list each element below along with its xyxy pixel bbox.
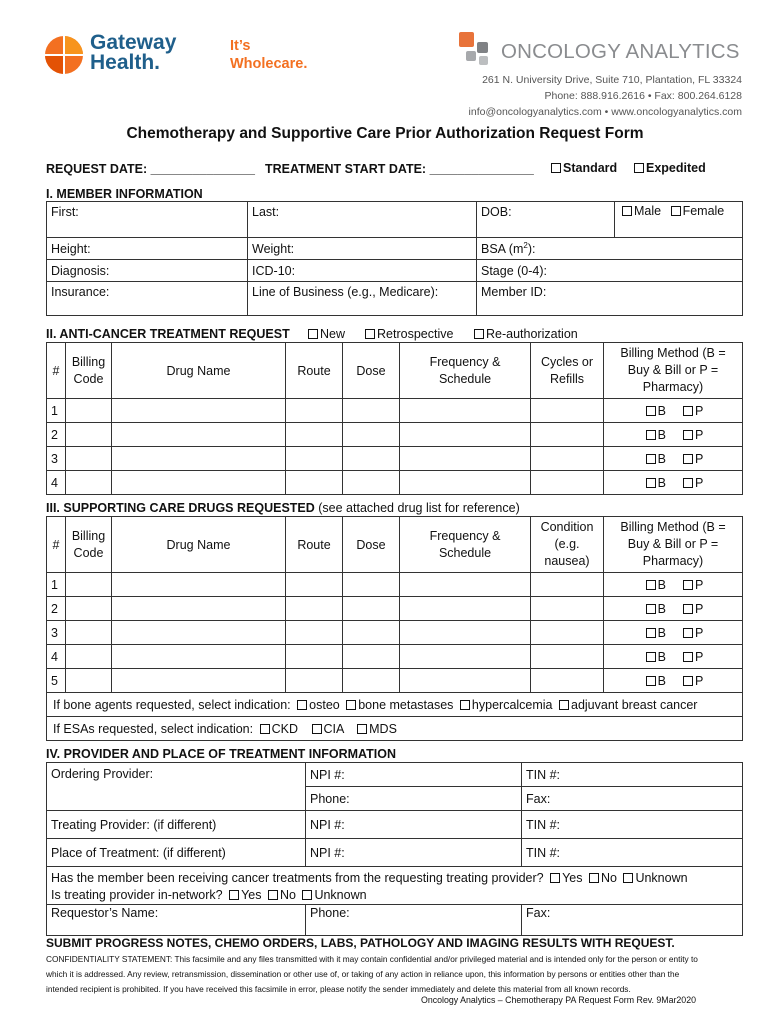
expedited-option[interactable]: Expedited: [631, 161, 706, 175]
anticancer-reauth-option[interactable]: Re-authorization: [471, 327, 578, 341]
gender-field: Male Female: [615, 202, 743, 238]
place-of-treatment-field[interactable]: Place of Treatment: (if different): [47, 839, 306, 867]
pharmacy-checkbox[interactable]: [683, 676, 693, 686]
standard-checkbox[interactable]: [551, 163, 561, 173]
row-number: 2: [47, 423, 66, 447]
height-field[interactable]: Height:: [47, 238, 248, 260]
col-dose: Dose: [343, 343, 400, 399]
billing-method-cell: B P: [604, 423, 743, 447]
billing-method-cell: B P: [604, 669, 743, 693]
billing-method-cell: B P: [604, 447, 743, 471]
col-number: #: [47, 517, 66, 573]
place-npi-field[interactable]: NPI #:: [306, 839, 522, 867]
adjuvant-breast-cancer-checkbox[interactable]: [559, 700, 569, 710]
billing-code-cell[interactable]: [66, 645, 112, 669]
male-checkbox[interactable]: [622, 206, 632, 216]
col-billing-method: Billing Method (B = Buy & Bill or P = Pharmacy): [604, 343, 743, 399]
bsa-field[interactable]: BSA $(m^2)$:: [477, 238, 743, 260]
col-billing-code: Billing Code: [66, 517, 112, 573]
q2-unknown-checkbox[interactable]: [302, 890, 312, 900]
diagnosis-field[interactable]: Diagnosis:: [47, 260, 248, 282]
requestor-fax-field[interactable]: Fax:: [522, 905, 743, 936]
in-network-question: Is treating provider in-network? Yes No Unknown: [51, 888, 367, 902]
supporting-header-row: [47, 517, 743, 573]
cycles-cell[interactable]: [531, 447, 604, 471]
frequency-cell[interactable]: [400, 645, 531, 669]
dose-cell[interactable]: [343, 669, 400, 693]
oa-phone-fax: Phone: 888.916.2616 • Fax: 800.264.6128: [544, 90, 742, 102]
buy-bill-checkbox[interactable]: [646, 652, 656, 662]
row-number: 1: [47, 399, 66, 423]
condition-cell[interactable]: [531, 645, 604, 669]
table-row: [47, 423, 743, 447]
col-billing-method: Billing Method (B = Buy & Bill or P = Pharmacy): [604, 517, 743, 573]
esa-indication-row: If ESAs requested, select indication: CKD CIA MDS: [47, 717, 743, 741]
treating-tin-field[interactable]: TIN #:: [522, 811, 743, 839]
route-cell[interactable]: [286, 621, 343, 645]
dose-cell[interactable]: [343, 597, 400, 621]
dose-cell[interactable]: [343, 447, 400, 471]
route-cell[interactable]: [286, 597, 343, 621]
request-date-field[interactable]: REQUEST DATE: _______________: [46, 162, 255, 176]
last-name-field[interactable]: Last:: [248, 202, 477, 238]
route-cell[interactable]: [286, 669, 343, 693]
bone-indication-label: If bone agents requested, select indication:: [53, 697, 291, 712]
dose-cell[interactable]: [343, 399, 400, 423]
table-row: [47, 669, 743, 693]
receiving-treatment-question: Has the member been receiving cancer treatments from the requesting treating provider? Yes No Unknown: [51, 871, 688, 885]
ordering-fax-field[interactable]: Fax:: [522, 787, 743, 811]
route-cell[interactable]: [286, 447, 343, 471]
pharmacy-checkbox[interactable]: [683, 430, 693, 440]
buy-bill-checkbox[interactable]: [646, 454, 656, 464]
oncology-squares-icon: [459, 32, 495, 68]
mds-checkbox[interactable]: [357, 724, 367, 734]
drug-name-cell[interactable]: [112, 669, 286, 693]
billing-code-cell[interactable]: [66, 471, 112, 495]
dose-cell[interactable]: [343, 423, 400, 447]
osteo-checkbox[interactable]: [297, 700, 307, 710]
line-of-business-field[interactable]: Line of Business (e.g., Medicare):: [248, 282, 477, 316]
billing-code-cell[interactable]: [66, 447, 112, 471]
first-name-field[interactable]: First:: [47, 202, 248, 238]
drug-name-cell[interactable]: [112, 399, 286, 423]
billing-code-cell[interactable]: [66, 423, 112, 447]
dob-field[interactable]: DOB:: [477, 202, 615, 238]
billing-method-cell: B P: [604, 399, 743, 423]
table-row: [47, 399, 743, 423]
anticancer-new-option[interactable]: New: [305, 327, 345, 341]
cycles-cell[interactable]: [531, 399, 604, 423]
anticancer-table: [46, 342, 743, 495]
treatment-start-date-field[interactable]: TREATMENT START DATE: _______________: [265, 162, 534, 176]
row-number: 2: [47, 597, 66, 621]
col-number: #: [47, 343, 66, 399]
frequency-cell[interactable]: [400, 399, 531, 423]
col-cycles: Cycles or Refills: [531, 343, 604, 399]
ordering-provider-field[interactable]: Ordering Provider:: [47, 763, 306, 811]
treating-npi-field[interactable]: NPI #:: [306, 811, 522, 839]
condition-cell[interactable]: [531, 621, 604, 645]
billing-code-cell[interactable]: [66, 621, 112, 645]
drug-name-cell[interactable]: [112, 471, 286, 495]
provider-table: [46, 762, 743, 936]
billing-method-cell: B P: [604, 573, 743, 597]
place-tin-field[interactable]: TIN #:: [522, 839, 743, 867]
supporting-heading: III. SUPPORTING CARE DRUGS REQUESTED (see attached drug list for reference): [46, 501, 520, 515]
billing-code-cell[interactable]: [66, 573, 112, 597]
hypercalcemia-checkbox[interactable]: [460, 700, 470, 710]
form-revision: Oncology Analytics – Chemotherapy PA Request Form Rev. 9Mar2020: [421, 995, 696, 1005]
col-route: Route: [286, 343, 343, 399]
cycles-cell[interactable]: [531, 471, 604, 495]
drug-name-cell[interactable]: [112, 621, 286, 645]
retrospective-checkbox[interactable]: [365, 329, 375, 339]
bone-indication-row: If bone agents requested, select indication: osteo bone metastases hypercalcemia adjuvant breast cancer: [47, 693, 743, 717]
gateway-mark-icon: [44, 35, 84, 75]
new-checkbox[interactable]: [308, 329, 318, 339]
drug-name-cell[interactable]: [112, 597, 286, 621]
pharmacy-checkbox[interactable]: [683, 454, 693, 464]
buy-bill-checkbox[interactable]: [646, 628, 656, 638]
oncology-analytics-logo: [459, 32, 749, 72]
condition-cell[interactable]: [531, 669, 604, 693]
cia-checkbox[interactable]: [312, 724, 322, 734]
frequency-cell[interactable]: [400, 597, 531, 621]
frequency-cell[interactable]: [400, 621, 531, 645]
table-row: [47, 447, 743, 471]
oa-address: 261 N. University Drive, Suite 710, Plantation, FL 33324: [482, 74, 742, 86]
drug-name-cell[interactable]: [112, 447, 286, 471]
table-row: [47, 597, 743, 621]
pharmacy-checkbox[interactable]: [683, 406, 693, 416]
frequency-cell[interactable]: [400, 471, 531, 495]
ordering-phone-field[interactable]: Phone:: [306, 787, 522, 811]
female-checkbox[interactable]: [671, 206, 681, 216]
col-drug-name: Drug Name: [112, 517, 286, 573]
pharmacy-checkbox[interactable]: [683, 604, 693, 614]
gateway-logo: [44, 33, 334, 79]
form-title: Chemotherapy and Supportive Care Prior Authorization Request Form: [126, 125, 644, 142]
oa-email-web: info@oncologyanalytics.com • www.oncologyanalytics.com: [468, 106, 742, 118]
table-row: [47, 573, 743, 597]
route-cell[interactable]: [286, 573, 343, 597]
row-number: 1: [47, 573, 66, 597]
buy-bill-checkbox[interactable]: [646, 676, 656, 686]
treating-provider-field[interactable]: Treating Provider: (if different): [47, 811, 306, 839]
col-billing-code: Billing Code: [66, 343, 112, 399]
pharmacy-checkbox[interactable]: [683, 652, 693, 662]
col-frequency: Frequency & Schedule: [400, 517, 531, 573]
buy-bill-checkbox[interactable]: [646, 478, 656, 488]
q1-unknown-checkbox[interactable]: [623, 873, 633, 883]
billing-method-cell: B P: [604, 645, 743, 669]
buy-bill-checkbox[interactable]: [646, 406, 656, 416]
row-number: 4: [47, 645, 66, 669]
col-drug-name: Drug Name: [112, 343, 286, 399]
drug-name-cell[interactable]: [112, 423, 286, 447]
expedited-checkbox[interactable]: [634, 163, 644, 173]
col-route: Route: [286, 517, 343, 573]
q2-yes-checkbox[interactable]: [229, 890, 239, 900]
pharmacy-checkbox[interactable]: [683, 478, 693, 488]
billing-code-cell[interactable]: [66, 669, 112, 693]
frequency-cell[interactable]: [400, 423, 531, 447]
member-info-table: [46, 201, 743, 316]
member-info-heading: I. MEMBER INFORMATION: [46, 187, 203, 201]
route-cell[interactable]: [286, 423, 343, 447]
gateway-tagline: It’s Wholecare.: [230, 38, 308, 72]
col-frequency: Frequency & Schedule: [400, 343, 531, 399]
billing-method-cell: B P: [604, 597, 743, 621]
bone-metastases-checkbox[interactable]: [346, 700, 356, 710]
confidentiality-statement: CONFIDENTIALITY STATEMENT: This facsimile and any files transmitted with it may contain confidential and/or privileged material and is intended only for the person or entity to which it is addressed. Any review, retransmission, dissemination or other use of, or taking of any action in reliance upon, this information by persons or entities other than the intended recipient is prohibited. If you have received this facsimile in error, please notify the sender immediately and delete this material from all known records.: [46, 954, 698, 994]
stage-field[interactable]: Stage (0-4):: [477, 260, 743, 282]
anticancer-header-row: [47, 343, 743, 399]
frequency-cell[interactable]: [400, 669, 531, 693]
insurance-field[interactable]: Insurance:: [47, 282, 248, 316]
route-cell[interactable]: [286, 645, 343, 669]
requestor-name-field[interactable]: Requestor’s Name:: [47, 905, 306, 936]
row-number: 3: [47, 447, 66, 471]
table-row: [47, 645, 743, 669]
route-cell[interactable]: [286, 471, 343, 495]
cycles-cell[interactable]: [531, 423, 604, 447]
buy-bill-checkbox[interactable]: [646, 604, 656, 614]
dose-cell[interactable]: [343, 645, 400, 669]
row-number: 3: [47, 621, 66, 645]
route-cell[interactable]: [286, 399, 343, 423]
oa-contact-block: [469, 72, 742, 120]
buy-bill-checkbox[interactable]: [646, 580, 656, 590]
row-number: 5: [47, 669, 66, 693]
provider-heading: IV. PROVIDER AND PLACE OF TREATMENT INFORMATION: [46, 747, 397, 761]
frequency-cell[interactable]: [400, 447, 531, 471]
anticancer-heading: II. ANTI-CANCER TREATMENT REQUEST: [46, 327, 290, 341]
q2-no-checkbox[interactable]: [268, 890, 278, 900]
row-number: 4: [47, 471, 66, 495]
billing-method-cell: B P: [604, 621, 743, 645]
buy-bill-checkbox[interactable]: [646, 430, 656, 440]
pharmacy-checkbox[interactable]: [683, 580, 693, 590]
drug-name-cell[interactable]: [112, 645, 286, 669]
dose-cell[interactable]: [343, 621, 400, 645]
frequency-cell[interactable]: [400, 573, 531, 597]
ckd-checkbox[interactable]: [260, 724, 270, 734]
anticancer-retro-option[interactable]: Retrospective: [362, 327, 453, 341]
table-row: [47, 621, 743, 645]
dose-cell[interactable]: [343, 471, 400, 495]
col-condition: Condition (e.g. nausea): [531, 517, 604, 573]
col-dose: Dose: [343, 517, 400, 573]
weight-field[interactable]: Weight:: [248, 238, 477, 260]
billing-code-cell[interactable]: [66, 399, 112, 423]
q1-no-checkbox[interactable]: [589, 873, 599, 883]
pharmacy-checkbox[interactable]: [683, 628, 693, 638]
gateway-wordmark: Gateway Health.: [90, 31, 177, 74]
standard-option[interactable]: Standard: [548, 161, 617, 175]
billing-method-cell: B P: [604, 471, 743, 495]
ordering-npi-field[interactable]: NPI #:: [306, 763, 522, 787]
requestor-phone-field[interactable]: Phone:: [306, 905, 522, 936]
q1-yes-checkbox[interactable]: [550, 873, 560, 883]
supporting-table: [46, 516, 743, 741]
ordering-tin-field[interactable]: TIN #:: [522, 763, 743, 787]
drug-name-cell[interactable]: [112, 573, 286, 597]
member-id-field[interactable]: Member ID:: [477, 282, 743, 316]
reauthorization-checkbox[interactable]: [474, 329, 484, 339]
esa-indication-label: If ESAs requested, select indication:: [53, 721, 254, 736]
oncology-wordmark: ONCOLOGY ANALYTICS: [501, 40, 740, 63]
dose-cell[interactable]: [343, 573, 400, 597]
billing-code-cell[interactable]: [66, 597, 112, 621]
condition-cell[interactable]: [531, 573, 604, 597]
condition-cell[interactable]: [531, 597, 604, 621]
table-row: [47, 471, 743, 495]
submit-instructions: SUBMIT PROGRESS NOTES, CHEMO ORDERS, LABS, PATHOLOGY AND IMAGING RESULTS WITH REQUEST.: [46, 936, 675, 950]
icd10-field[interactable]: ICD-10:: [248, 260, 477, 282]
